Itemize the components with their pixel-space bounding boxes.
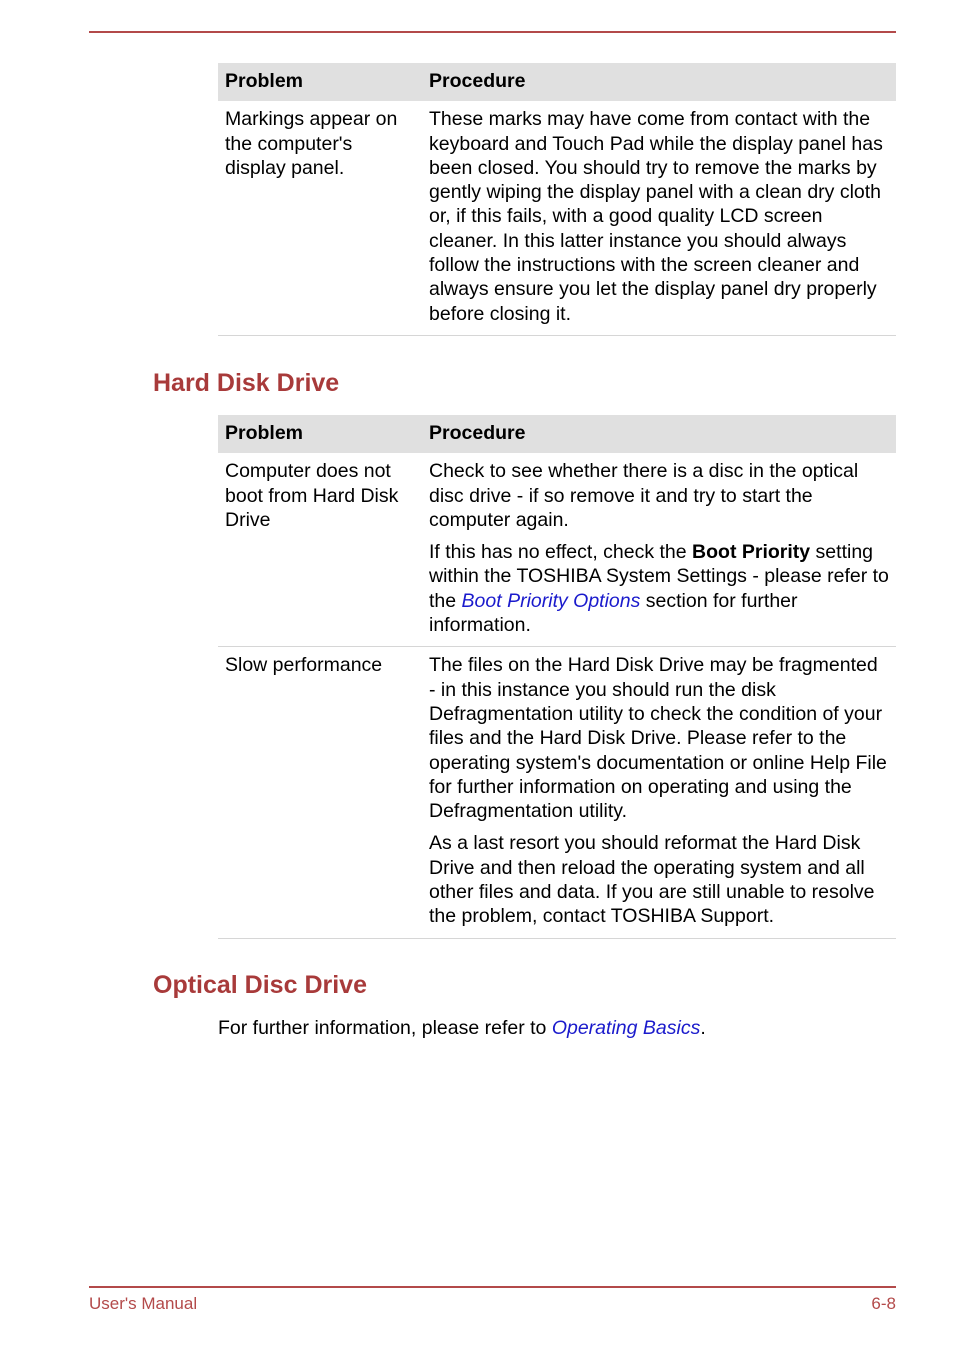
problem-cell: Slow performance: [218, 647, 422, 938]
column-header-problem: Problem: [218, 415, 422, 453]
table-row: [218, 453, 896, 647]
table-row: [218, 647, 896, 938]
column-header-procedure: Procedure: [422, 415, 896, 453]
text-run: section for further information.: [429, 589, 798, 637]
procedure-cell: [422, 453, 896, 647]
footer-page-number: 6-8: [871, 1294, 896, 1313]
column-header-problem: Problem: [218, 63, 422, 101]
optical-disc-drive-text: [218, 1017, 706, 1040]
text-run: setting within the TOSHIBA System Settings - please refer to the: [429, 541, 889, 612]
text-run: If this has no effect, check the: [429, 541, 693, 564]
procedure-cell: [422, 647, 896, 938]
procedure-paragraph: As a last resort you should reformat the Hard Disk Drive and then reload the operating system and all other files and data. If you are still unable to resolve the problem, contact TOSHIBA Support.: [429, 832, 875, 928]
link-boot-priority-options[interactable]: Boot Priority Options: [461, 589, 641, 612]
column-header-procedure: Procedure: [422, 63, 896, 101]
procedure-paragraph: Check to see whether there is a disc in the optical disc drive - if so remove it and try to start the computer again.: [429, 460, 859, 531]
procedure-paragraph: [429, 540, 889, 637]
link-operating-basics[interactable]: Operating Basics: [551, 1017, 701, 1039]
table-header-row: [218, 415, 896, 453]
procedure-cell: These marks may have come from contact with the keyboard and Touch Pad while the display panel has been closed. You should try to remove the marks by gently wiping the display panel with a clean dry cloth or, if this fails, with a good quality LCD screen cleaner. In this latter instance you should always follow the instructions with the screen cleaner and always ensure you let the display panel dry properly before closing it.: [422, 101, 896, 335]
section-heading-optical-disc-drive: Optical Disc Drive: [153, 971, 367, 999]
hard-disk-drive-table: [218, 415, 896, 939]
problem-cell: Computer does not boot from Hard Disk Drive: [218, 453, 422, 647]
table-row: [218, 101, 896, 335]
section-heading-hard-disk-drive: Hard Disk Drive: [153, 369, 340, 397]
text-run: For further information, please refer to: [218, 1017, 552, 1039]
bottom-rule: [89, 1286, 896, 1288]
text-run: .: [700, 1017, 706, 1039]
procedure-paragraph: The files on the Hard Disk Drive may be fragmented - in this instance you should run the disk Defragmentation utility to check the condition of your files and the Hard Disk Drive. Please refer to the operating system's documentation or online Help File for further information on operating and using the Defragmentation utility.: [429, 654, 887, 823]
table-header-row: [218, 63, 896, 101]
top-rule: [89, 31, 896, 33]
ui-term-boot-priority: Boot Priority: [692, 541, 811, 564]
problem-cell: Markings appear on the computer's display panel.: [218, 101, 422, 335]
display-troubleshooting-table: [218, 63, 896, 336]
footer-manual-title: User's Manual: [89, 1294, 198, 1313]
